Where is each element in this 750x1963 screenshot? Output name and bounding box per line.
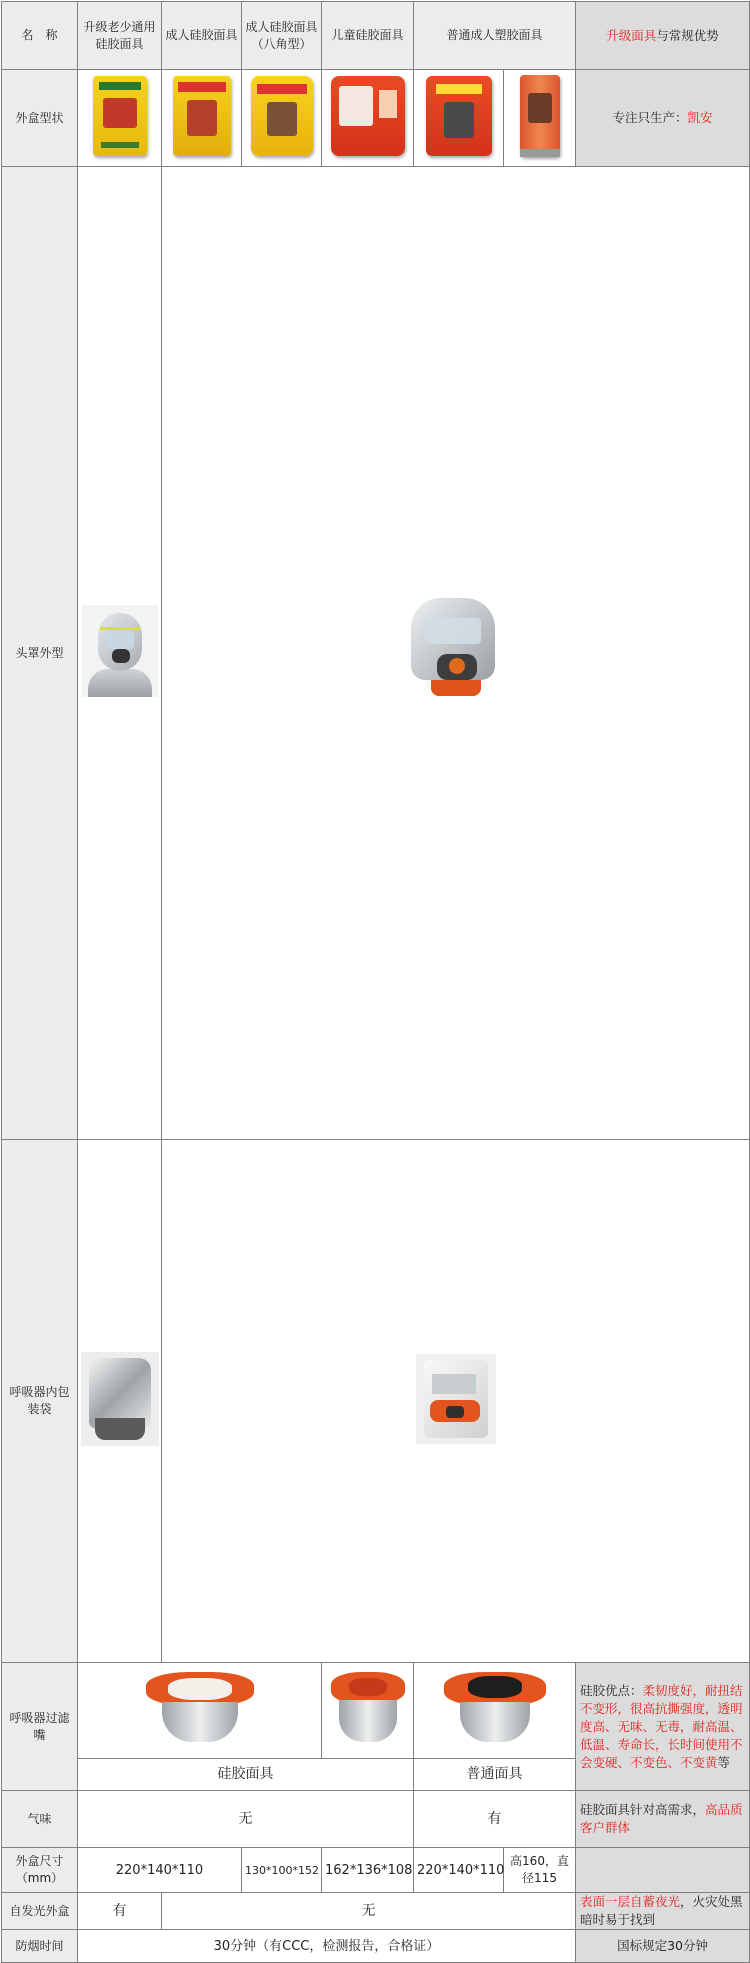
header-advantage-red: 升级面具 — [606, 27, 657, 43]
box-advantage-brand: 凯安 — [687, 110, 713, 125]
row-label-size: 外盒尺寸（mm） — [2, 1848, 78, 1893]
header-advantage — [576, 2, 750, 70]
filter-advantage — [576, 1663, 750, 1791]
row-label-glow: 自发光外盒 — [2, 1893, 78, 1930]
glow-advantage — [576, 1893, 750, 1930]
hood-image-shawl — [78, 167, 162, 1140]
box-advantage-prefix: 专注只生产： — [612, 110, 688, 125]
header-col-3: 成人硅胶面具（八角型） — [242, 2, 322, 70]
header-col-2: 成人硅胶面具 — [162, 2, 242, 70]
filter-label-normal: 普通面具 — [414, 1759, 576, 1791]
box-image-3 — [242, 70, 322, 167]
filter-image-3 — [414, 1663, 576, 1759]
bag-image-foil — [78, 1140, 162, 1663]
row-label-bag: 呼吸器内包装袋 — [2, 1140, 78, 1663]
smell-silicone: 无 — [78, 1791, 414, 1848]
size-value-2: 130*100*152 — [242, 1848, 322, 1893]
size-value-3: 162*136*108 — [322, 1848, 414, 1893]
smoke-value: 30分钟（有CCC，检测报告，合格证） — [78, 1930, 576, 1963]
row-label-smell: 气味 — [2, 1791, 78, 1848]
comparison-table — [1, 1, 750, 1963]
filter-image-1 — [78, 1663, 322, 1759]
box-image-5 — [414, 70, 504, 167]
header-col-4: 儿童硅胶面具 — [322, 2, 414, 70]
row-label-box: 外盒型状 — [2, 70, 78, 167]
row-label-hood: 头罩外型 — [2, 167, 78, 1140]
smell-advantage — [576, 1791, 750, 1848]
box-image-6 — [504, 70, 576, 167]
box-image-2 — [162, 70, 242, 167]
header-col-5: 普通成人塑胶面具 — [414, 2, 576, 70]
filter-adv-part-2: 柔韧度好，耐扭结不变形，很高抗撕强度，透明度高、无味、无毒，耐高温、低温、寿命长，长时间使用不会变硬、不变色、不变黄 — [580, 1682, 743, 1770]
smoke-advantage: 国标规定30分钟 — [576, 1930, 750, 1963]
row-label-smoke: 防烟时间 — [2, 1930, 78, 1963]
box-image-4 — [322, 70, 414, 167]
size-value-1: 220*140*110 — [78, 1848, 242, 1893]
header-col-1: 升级老少通用硅胶面具 — [78, 2, 162, 70]
size-value-5: 高160，直径115 — [504, 1848, 576, 1893]
header-name-label: 名 称 — [2, 2, 78, 70]
box-image-1 — [78, 70, 162, 167]
bag-image-clear — [162, 1140, 750, 1663]
glow-adv-part-1: 表面一层自蓄夜光 — [580, 1894, 681, 1909]
row-label-filter: 呼吸器过滤嘴 — [2, 1663, 78, 1791]
size-advantage — [576, 1848, 750, 1893]
smell-normal: 有 — [414, 1791, 576, 1848]
smell-adv-part-1: 硅胶面具针对高需求， — [580, 1802, 706, 1817]
size-value-4: 220*140*110 — [414, 1848, 504, 1893]
filter-image-2 — [322, 1663, 414, 1759]
smell-adv-part-2: 高品质客户群体 — [580, 1802, 743, 1835]
hood-image-standard — [162, 167, 750, 1140]
header-advantage-rest: 与常规优势 — [656, 27, 719, 43]
filter-adv-part-1: 硅胶优点： — [580, 1682, 643, 1698]
box-advantage — [576, 70, 750, 167]
glow-value-2: 无 — [162, 1893, 576, 1930]
filter-label-silicone: 硅胶面具 — [78, 1759, 414, 1791]
glow-value-1: 有 — [78, 1893, 162, 1930]
glow-adv-part-2: ，火灾处黑暗时易于找到 — [580, 1894, 743, 1927]
filter-adv-part-3: 等 — [717, 1754, 731, 1770]
